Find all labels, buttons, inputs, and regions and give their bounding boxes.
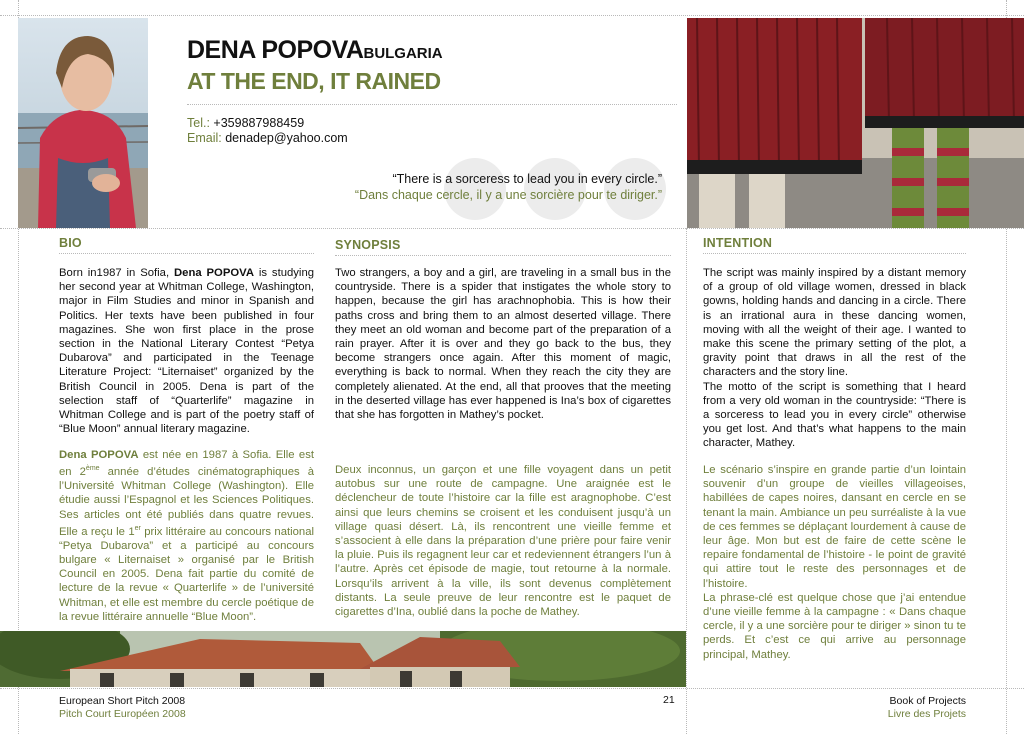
footer-rule: [0, 688, 1024, 689]
section-rule: [0, 228, 1024, 229]
header-rule: [187, 104, 677, 105]
intention-heading: INTENTION: [703, 236, 773, 250]
tel-value: +359887988459: [213, 116, 305, 130]
bio-en-pre: Born in1987 in Sofia,: [59, 267, 174, 279]
synopsis-text-en: Two strangers, a boy and a girl, are traveling in a small bus in the countryside. There is a spider that instigates the whole story to happen, because the girl has arachnophobia. This is how their paths cross and bring them to an almost deserted village. There they meet an old woman and become part of the preparation of a rain prayer. After it is over and they go back to the bus, they become strangers once again. After this moment of magic, everything is back to normal. When they reach the city they are completely alienated. At the end, all that prooves that the meeting in the deserted village has ever happened is Ina’s box of cigarettes that she has forgotten in Mathey’s pocket.: [335, 267, 671, 422]
bio-fr-b: année d’études cinématographiques à l’Université Whitman College (Washington). Elle étudie aussi l’Espagnol et les Sciences Politiques. Ses articles ont été publiés dans quatre revues. Elle a reçu le 1: [59, 465, 314, 538]
intention-heading-rule: [703, 253, 966, 254]
bio-en-name: Dena POPOVA: [174, 267, 255, 279]
village-photo: [0, 631, 686, 687]
bio-heading-rule: [59, 253, 314, 254]
email-label: Email:: [187, 131, 222, 145]
page-number: 21: [663, 694, 675, 706]
portrait-photo: [18, 18, 148, 228]
footer-left-fr: Pitch Court Européen 2008: [59, 708, 186, 720]
email-value[interactable]: denadep@yahoo.com: [225, 131, 348, 145]
bio-heading: BIO: [59, 236, 82, 250]
column-rule: [686, 228, 687, 734]
director-name: DENA POPOVA: [187, 36, 364, 64]
film-title: AT THE END, IT RAINED: [187, 68, 441, 94]
header-title-block: [187, 36, 443, 65]
intention-fr-para2: La phrase-clé est quelque chose que j’ai entendue d’une vieille femme à la campagne : « Dans chaque cercle, il y a une sorcière pour te diriger » sinon tu te perds. Et c’est ce qui arrive au personnage principal, Mathey.: [703, 591, 966, 661]
footer-left-en: European Short Pitch 2008: [59, 695, 186, 707]
intention-en-para1: The script was mainly inspired by a distant memory of a group of old village women, dressed in black gowns, holding hands and dancing in a circle. There is an irrational aura in these dancing women, moving with all the weight of their age. I wanted to make this scene the primary setting of the plot, a gravity point that draws in all the rest of the characters and the story line.: [703, 267, 966, 379]
bio-text-en: [59, 266, 314, 436]
intention-en-para2: The motto of the script is something that I heard from a very old woman in the countryside: “There is a sorceress to lead you in every circle” otherwise you get lost. And that’s what happens to the main character, Mathey.: [703, 380, 966, 450]
synopsis-heading-rule: [335, 255, 671, 256]
bio-en-post: is studying her second year at Whitman College, Washington, major in Film Studies and minor in Spanish and Politics. Her texts have been published in four magazines. She won first place in the prose section in the National Literary Contest “Petya Dubarova” and participated in the Teenage Literature Project: “Liternaiset” organized by the British Council in 2005. Dena is part of the selection staff of “Quarterlife” magazine in Whitman College and is part of the poetry staff of “Blue Moon” annual literary magazine.: [59, 267, 315, 436]
contact-tel: [187, 116, 304, 130]
footer-right-fr: Livre des Projets: [887, 708, 966, 720]
top-rule: [0, 15, 1024, 16]
intention-text-en: [703, 266, 966, 451]
contact-email: [187, 131, 348, 145]
bio-fr-c: prix littéraire au concours national “Petya Dubarova” et a participé au concours bulgare « Liternaiset » organisé par le British Council en 2005. Dena fait partie du comité de lecture de la revue « Quarterlife » de l’université Whitman, et elle est membre du cercle poétique de la revue littéraire annuelle “Blue Moon”.: [59, 525, 314, 623]
intention-fr-para1: Le scénario s’inspire en grande partie d’un lointain souvenir d’un groupe de vieilles villageoises, habillées de capes noires, dansant en cercle en se tenant la main. Ambiance un peu surréaliste à la vue de ces femmes se déplaçant lourdement à cause de leur âge. Mon but est de faire de cette scène le repaire fondamental de l’histoire - le point de gravité qui attire tout le reste des personnages et de l’histoire.: [703, 464, 966, 590]
footer-right-en: Book of Projects: [889, 695, 966, 707]
tel-label: Tel.:: [187, 116, 210, 130]
bio-fr-name: Dena POPOVA: [59, 449, 139, 461]
quote-en: “There is a sorceress to lead you in every circle.”: [392, 172, 662, 186]
bio-text-fr: [59, 448, 314, 624]
bio-fr-a: est née en 1987 à Sofia. Elle est en 2: [59, 449, 314, 478]
costume-photo: [687, 18, 1024, 228]
intention-text-fr: [703, 463, 966, 662]
bio-fr-sup1: ème: [85, 465, 100, 473]
synopsis-text-fr: Deux inconnus, un garçon et une fille voyagent dans un petit autobus sur une route de campagne. Une araignée est le déclencheur de toute l’histoire car la fille est aragnophobe. C’est ainsi que leurs chemins se croisent et les conduisent jusqu’à un village quasi désert. Là, ils rencontrent une vieille femme et s’associent à elle dans la préparation d’une prière pour faire venir la pluie. Puis ils regagnent leur car et redeviennent étrangers l’un à l’autre. Après cet épisode de magie, tout retourne à la normale. Lorsqu’ils arrivent à la ville, ils sont devenus complètement distants. La seule preuve de leur rencontre est le paquet de cigarettes d’Ina, oublié dans la poche de Mathey.: [335, 464, 671, 619]
synopsis-heading: SYNOPSIS: [335, 238, 401, 252]
director-country: BULGARIA: [363, 45, 443, 62]
bio-fr-sup2: er: [134, 524, 141, 532]
quote-fr: “Dans chaque cercle, il y a une sorcière pour te diriger.”: [354, 188, 662, 202]
